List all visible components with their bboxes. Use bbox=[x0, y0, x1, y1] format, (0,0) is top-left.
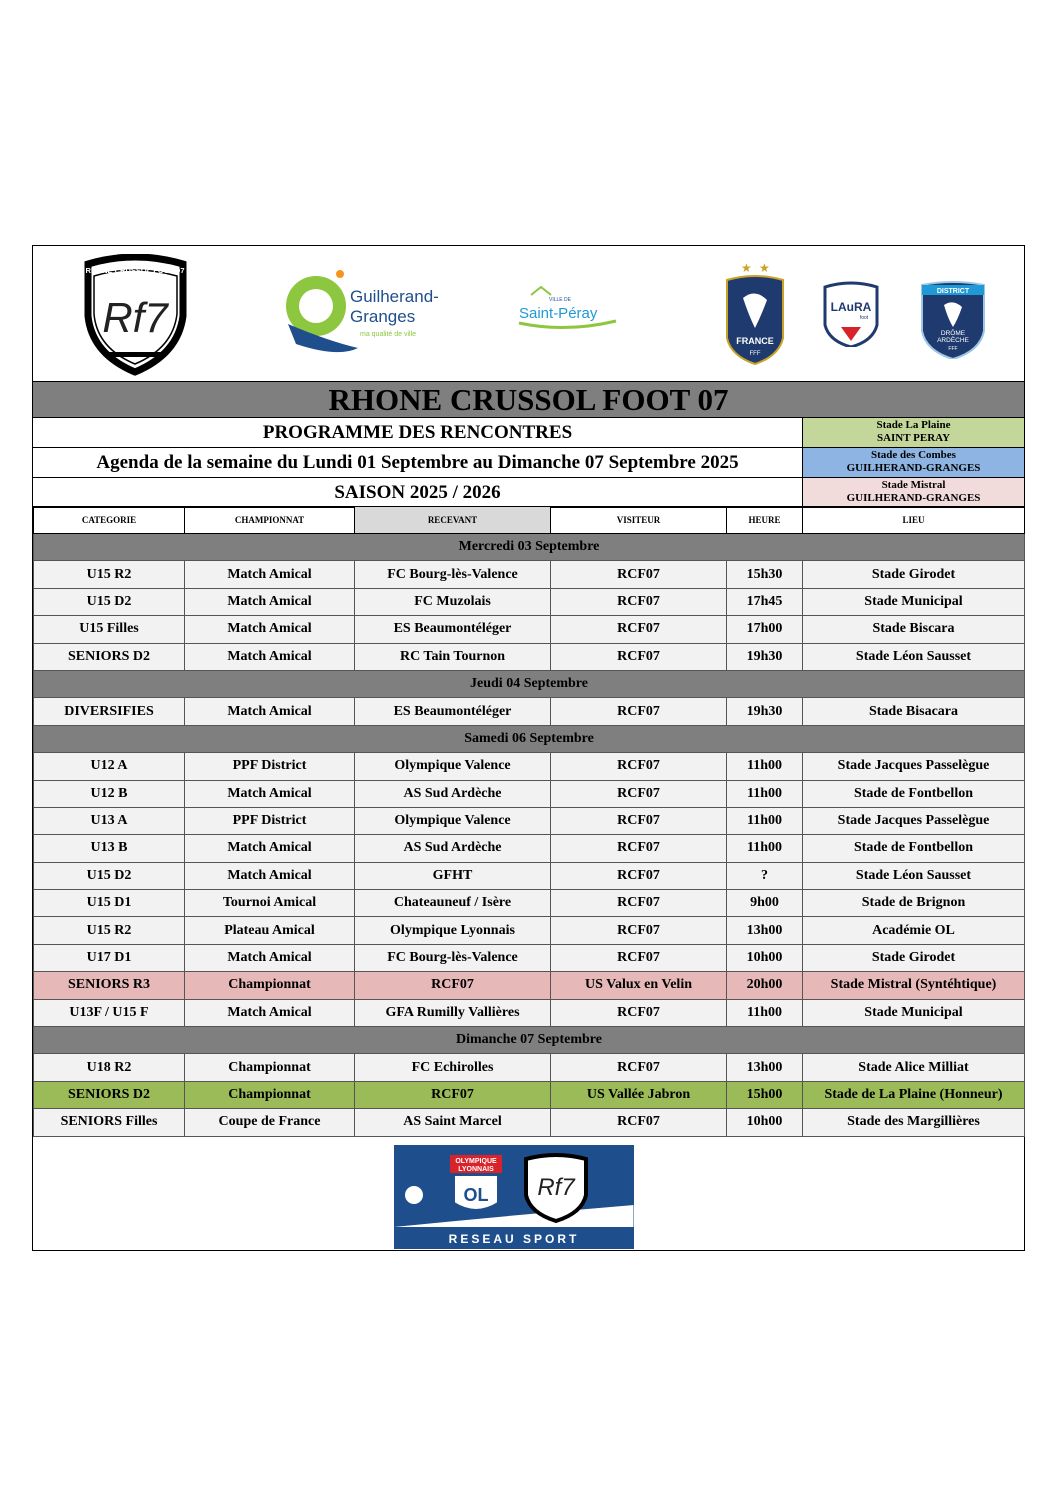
cell-categorie: U15 Filles bbox=[34, 616, 185, 643]
ol-label-1: OLYMPIQUE bbox=[455, 1158, 497, 1165]
cell-visiteur: RCF07 bbox=[551, 643, 727, 670]
table-row bbox=[34, 1081, 1025, 1108]
schedule-sheet bbox=[32, 245, 1025, 1251]
cell-visiteur: RCF07 bbox=[551, 1109, 727, 1136]
cell-heure: 11h00 bbox=[727, 807, 803, 834]
cell-visiteur: RCF07 bbox=[551, 561, 727, 588]
cell-recevant: RC Tain Tournon bbox=[355, 643, 551, 670]
cell-visiteur: RCF07 bbox=[551, 807, 727, 834]
laura-foot-logo bbox=[821, 279, 881, 347]
svg-text:★: ★ bbox=[759, 261, 770, 275]
cell-championnat: Match Amical bbox=[185, 643, 355, 670]
cell-championnat: Tournoi Amical bbox=[185, 890, 355, 917]
cell-heure: 9h00 bbox=[727, 890, 803, 917]
cell-recevant: FC Muzolais bbox=[355, 588, 551, 615]
col-recevant: RECEVANT bbox=[355, 507, 551, 534]
ol-reseau-sport-logo bbox=[394, 1145, 634, 1249]
cell-recevant: GFA Rumilly Vallières bbox=[355, 999, 551, 1026]
cell-visiteur: RCF07 bbox=[551, 616, 727, 643]
cell-categorie: SENIORS D2 bbox=[34, 1081, 185, 1108]
cell-championnat: Match Amical bbox=[185, 862, 355, 889]
cell-championnat: Match Amical bbox=[185, 780, 355, 807]
logos-row bbox=[33, 246, 1024, 381]
col-championnat: CHAMPIONNAT bbox=[185, 507, 355, 534]
season-label: SAISON 2025 / 2026 bbox=[33, 478, 802, 508]
saint-peray-name: Saint-Péray bbox=[519, 305, 598, 322]
schedule-table bbox=[33, 506, 1025, 1137]
cell-categorie: U12 A bbox=[34, 753, 185, 780]
cell-heure: 15h30 bbox=[727, 561, 803, 588]
cell-recevant: ES Beaumontéléger bbox=[355, 616, 551, 643]
cell-heure: 19h30 bbox=[727, 698, 803, 725]
district-logo bbox=[918, 279, 988, 359]
legend-combes bbox=[802, 448, 1024, 478]
cell-visiteur: RCF07 bbox=[551, 835, 727, 862]
cell-heure: 15h00 bbox=[727, 1081, 803, 1108]
table-row bbox=[34, 1109, 1025, 1136]
cell-visiteur: RCF07 bbox=[551, 890, 727, 917]
cell-lieu: Stade Municipal bbox=[803, 588, 1025, 615]
cell-recevant: RCF07 bbox=[355, 1081, 551, 1108]
cell-lieu: Académie OL bbox=[803, 917, 1025, 944]
cell-lieu: Stade Jacques Passelègue bbox=[803, 753, 1025, 780]
table-row bbox=[34, 944, 1025, 971]
day-header-row bbox=[34, 1027, 1025, 1054]
cell-lieu: Stade Alice Milliat bbox=[803, 1054, 1025, 1081]
cell-visiteur: RCF07 bbox=[551, 944, 727, 971]
cell-heure: 20h00 bbox=[727, 972, 803, 999]
cell-lieu: Stade de La Plaine (Honneur) bbox=[803, 1081, 1025, 1108]
cell-visiteur: RCF07 bbox=[551, 780, 727, 807]
legend-la-plaine bbox=[802, 418, 1024, 448]
cell-visiteur: RCF07 bbox=[551, 698, 727, 725]
fff-label: FRANCE bbox=[736, 336, 774, 346]
cell-lieu: Stade de Brignon bbox=[803, 890, 1025, 917]
fff-sub: FFF bbox=[749, 351, 761, 357]
guilherand-name-2: Granges bbox=[350, 307, 416, 326]
ol-label-2: LYONNAIS bbox=[458, 1166, 494, 1173]
cell-lieu: Stade Jacques Passelègue bbox=[803, 807, 1025, 834]
table-row bbox=[34, 835, 1025, 862]
svg-text:★: ★ bbox=[741, 261, 752, 275]
cell-heure: ? bbox=[727, 862, 803, 889]
cell-championnat: Match Amical bbox=[185, 835, 355, 862]
day-header-row bbox=[34, 725, 1025, 752]
cell-categorie: U12 B bbox=[34, 780, 185, 807]
guilherand-tagline: ma qualité de ville bbox=[360, 331, 417, 338]
district-name-2: ARDÈCHE bbox=[937, 337, 969, 344]
cell-recevant: Olympique Lyonnais bbox=[355, 917, 551, 944]
cell-categorie: U17 D1 bbox=[34, 944, 185, 971]
cell-recevant: Olympique Valence bbox=[355, 753, 551, 780]
day-header-row bbox=[34, 670, 1025, 697]
cell-categorie: U13 B bbox=[34, 835, 185, 862]
cell-recevant: Chateauneuf / Isère bbox=[355, 890, 551, 917]
cell-championnat: Match Amical bbox=[185, 588, 355, 615]
cell-categorie: U13F / U15 F bbox=[34, 999, 185, 1026]
cell-recevant: GFHT bbox=[355, 862, 551, 889]
cell-recevant: Olympique Valence bbox=[355, 807, 551, 834]
cell-championnat: Match Amical bbox=[185, 944, 355, 971]
cell-visiteur: RCF07 bbox=[551, 588, 727, 615]
cell-visiteur: US Valux en Velin bbox=[551, 972, 727, 999]
table-row bbox=[34, 807, 1025, 834]
col-heure: HEURE bbox=[727, 507, 803, 534]
table-row bbox=[34, 999, 1025, 1026]
table-row bbox=[34, 698, 1025, 725]
legend-line1: Stade La Plaine bbox=[876, 419, 951, 431]
district-top: DISTRICT bbox=[936, 288, 970, 295]
cell-categorie: U15 R2 bbox=[34, 561, 185, 588]
table-row bbox=[34, 616, 1025, 643]
program-label: PROGRAMME DES RENCONTRES bbox=[33, 418, 802, 448]
saint-peray-logo bbox=[511, 281, 626, 341]
cell-championnat: Championnat bbox=[185, 972, 355, 999]
footer-club-mark: Rf7 bbox=[537, 1174, 575, 1201]
legend-line1: Stade des Combes bbox=[871, 449, 956, 461]
cell-heure: 11h00 bbox=[727, 999, 803, 1026]
cell-heure: 10h00 bbox=[727, 1109, 803, 1136]
cell-categorie: U15 D1 bbox=[34, 890, 185, 917]
cell-categorie: U13 A bbox=[34, 807, 185, 834]
cell-championnat: Match Amical bbox=[185, 698, 355, 725]
col-visiteur: VISITEUR bbox=[551, 507, 727, 534]
club-logo-mark: Rf7 bbox=[102, 294, 168, 341]
day-header-row bbox=[34, 534, 1025, 561]
legend-line1: Stade Mistral bbox=[881, 479, 946, 491]
cell-championnat: Plateau Amical bbox=[185, 917, 355, 944]
cell-heure: 11h00 bbox=[727, 835, 803, 862]
cell-lieu: Stade Léon Sausset bbox=[803, 862, 1025, 889]
cell-categorie: DIVERSIFIES bbox=[34, 698, 185, 725]
column-header-row bbox=[34, 507, 1025, 534]
guilherand-name-1: Guilherand- bbox=[350, 287, 439, 306]
cell-recevant: AS Sud Ardèche bbox=[355, 780, 551, 807]
cell-lieu: Stade Municipal bbox=[803, 999, 1025, 1026]
cell-lieu: Stade de Fontbellon bbox=[803, 780, 1025, 807]
cell-heure: 17h00 bbox=[727, 616, 803, 643]
district-sub: FFF bbox=[948, 346, 958, 352]
cell-heure: 10h00 bbox=[727, 944, 803, 971]
cell-visiteur: RCF07 bbox=[551, 1054, 727, 1081]
page-title: RHONE CRUSSOL FOOT 07 bbox=[33, 381, 1024, 418]
col-lieu: LIEU bbox=[803, 507, 1025, 534]
fff-logo bbox=[721, 258, 789, 366]
table-row bbox=[34, 862, 1025, 889]
table-row bbox=[34, 1054, 1025, 1081]
cell-championnat: Championnat bbox=[185, 1054, 355, 1081]
club-logo bbox=[78, 254, 193, 376]
cell-championnat: Match Amical bbox=[185, 616, 355, 643]
cell-lieu: Stade Léon Sausset bbox=[803, 643, 1025, 670]
day-label: Dimanche 07 Septembre bbox=[34, 1027, 1025, 1054]
cell-championnat: PPF District bbox=[185, 753, 355, 780]
cell-heure: 13h00 bbox=[727, 917, 803, 944]
cell-lieu: Stade Bisacara bbox=[803, 698, 1025, 725]
cell-categorie: U15 D2 bbox=[34, 862, 185, 889]
table-row bbox=[34, 643, 1025, 670]
table-row bbox=[34, 588, 1025, 615]
cell-heure: 19h30 bbox=[727, 643, 803, 670]
cell-categorie: U15 D2 bbox=[34, 588, 185, 615]
cell-lieu: Stade Girodet bbox=[803, 561, 1025, 588]
legend-line2: GUILHERAND-GRANGES bbox=[846, 462, 981, 474]
cell-visiteur: RCF07 bbox=[551, 999, 727, 1026]
laura-label: LAuRA bbox=[830, 300, 872, 314]
cell-categorie: SENIORS D2 bbox=[34, 643, 185, 670]
cell-heure: 13h00 bbox=[727, 1054, 803, 1081]
cell-recevant: AS Saint Marcel bbox=[355, 1109, 551, 1136]
cell-heure: 17h45 bbox=[727, 588, 803, 615]
cell-recevant: ES Beaumontéléger bbox=[355, 698, 551, 725]
cell-visiteur: RCF07 bbox=[551, 753, 727, 780]
cell-categorie: SENIORS R3 bbox=[34, 972, 185, 999]
col-categorie: CATEGORIE bbox=[34, 507, 185, 534]
saint-peray-small: VILLE DE bbox=[549, 297, 571, 303]
cell-recevant: FC Bourg-lès-Valence bbox=[355, 561, 551, 588]
cell-lieu: Stade de Fontbellon bbox=[803, 835, 1025, 862]
cell-lieu: Stade Girodet bbox=[803, 944, 1025, 971]
cell-championnat: Match Amical bbox=[185, 999, 355, 1026]
table-row bbox=[34, 917, 1025, 944]
cell-categorie: U18 R2 bbox=[34, 1054, 185, 1081]
agenda-label: Agenda de la semaine du Lundi 01 Septembre au Dimanche 07 Septembre 2025 bbox=[33, 448, 802, 478]
cell-visiteur: RCF07 bbox=[551, 862, 727, 889]
reseau-label: RESEAU SPORT bbox=[448, 1232, 580, 1246]
cell-heure: 11h00 bbox=[727, 780, 803, 807]
legend-mistral bbox=[802, 478, 1024, 508]
table-row bbox=[34, 561, 1025, 588]
cell-lieu: Stade Biscara bbox=[803, 616, 1025, 643]
cell-recevant: AS Sud Ardèche bbox=[355, 835, 551, 862]
club-logo-text: RHÔNE CRUSSOL FOOT 07 bbox=[85, 266, 185, 275]
cell-visiteur: RCF07 bbox=[551, 917, 727, 944]
cell-recevant: FC Echirolles bbox=[355, 1054, 551, 1081]
cell-championnat: Coupe de France bbox=[185, 1109, 355, 1136]
table-row bbox=[34, 890, 1025, 917]
table-row bbox=[34, 972, 1025, 999]
cell-heure: 11h00 bbox=[727, 753, 803, 780]
ol-mark: OL bbox=[463, 1185, 489, 1205]
cell-categorie: SENIORS Filles bbox=[34, 1109, 185, 1136]
cell-visiteur: US Vallée Jabron bbox=[551, 1081, 727, 1108]
cell-championnat: Match Amical bbox=[185, 561, 355, 588]
day-label: Jeudi 04 Septembre bbox=[34, 670, 1025, 697]
cell-lieu: Stade des Margillières bbox=[803, 1109, 1025, 1136]
laura-sub: foot bbox=[859, 315, 869, 321]
table-row bbox=[34, 780, 1025, 807]
day-label: Mercredi 03 Septembre bbox=[34, 534, 1025, 561]
cell-championnat: PPF District bbox=[185, 807, 355, 834]
district-name-1: DRÔME bbox=[940, 330, 966, 337]
cell-categorie: U15 R2 bbox=[34, 917, 185, 944]
legend-line2: GUILHERAND-GRANGES bbox=[846, 492, 981, 504]
cell-recevant: FC Bourg-lès-Valence bbox=[355, 944, 551, 971]
cell-recevant: RCF07 bbox=[355, 972, 551, 999]
guilherand-granges-logo bbox=[278, 266, 458, 358]
day-label: Samedi 06 Septembre bbox=[34, 725, 1025, 752]
cell-championnat: Championnat bbox=[185, 1081, 355, 1108]
legend-line2: SAINT PERAY bbox=[876, 432, 951, 444]
cell-lieu: Stade Mistral (Syntéhtique) bbox=[803, 972, 1025, 999]
table-row bbox=[34, 753, 1025, 780]
